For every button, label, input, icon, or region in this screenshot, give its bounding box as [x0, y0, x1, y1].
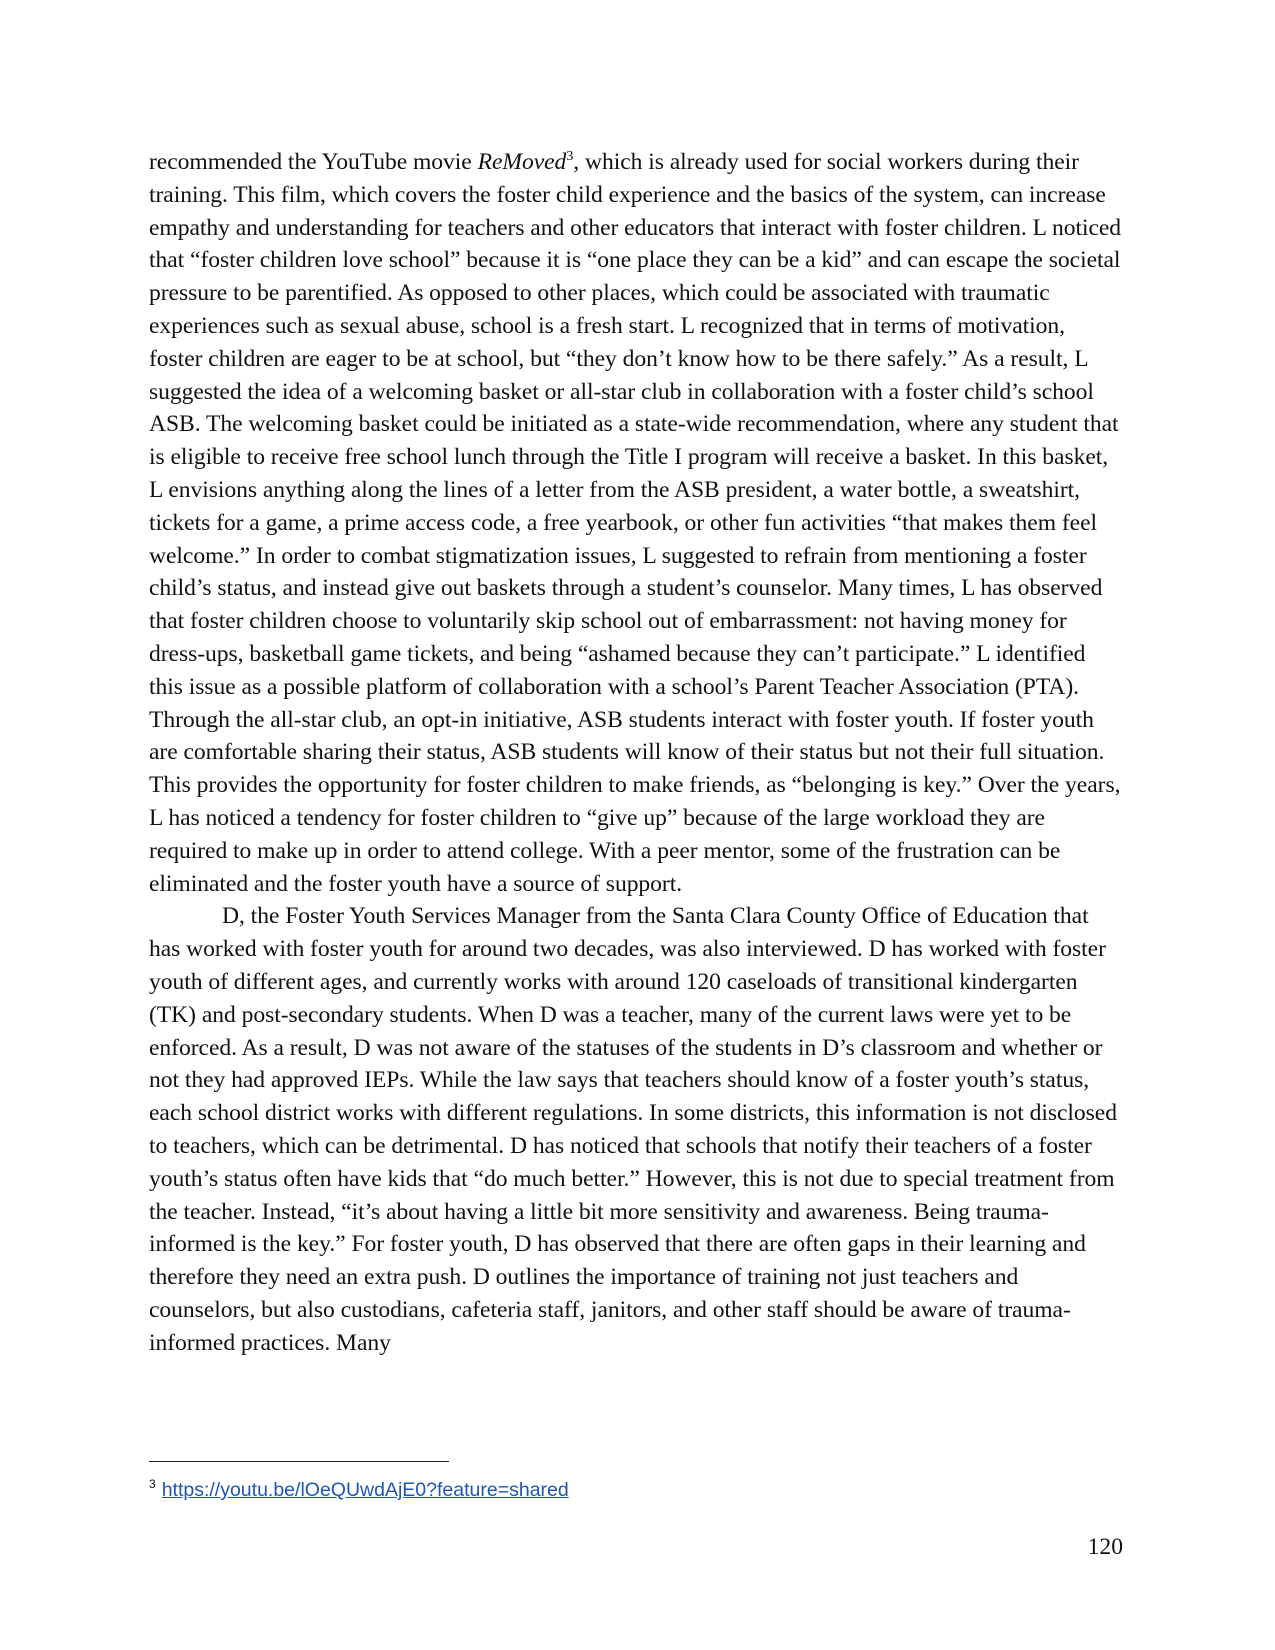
page-number: 120 [1087, 1534, 1123, 1560]
film-title: ReMoved [477, 149, 567, 175]
paragraph-1-body: , which is already used for social workers during their training. This film, which covers the foster child experience and the basics of the system, can increase empathy and understanding for teachers and other educators that interact with foster children. L noticed that “foster children love school” because it is “one place they can be a kid” and can escape the societal pressure to be parentified. As opposed to other places, which could be associated with traumatic experiences such as sexual abuse, school is a fresh start. L recognized that in terms of motivation, foster children are eager to be at school, but “they don’t know how to be there safely.” As a result, L suggested the idea of a welcoming basket or all-star club in collaboration with a foster child’s school ASB. The welcoming basket could be initiated as a state-wide recommendation, where any student that is eligible to receive free school lunch through the Title I program will receive a basket. In this basket, L envisions anything along the lines of a letter from the ASB president, a water bottle, a sweatshirt, tickets for a game, a prime access code, a free yearbook, or other fun activities “that makes them feel welcome.” In order to combat stigmatization issues, L suggested to refrain from mentioning a foster child’s status, and instead give out baskets through a student’s counselor. Many times, L has observed that foster children choose to voluntarily skip school out of embarrassment: not having money for dress-ups, basketball game tickets, and being “ashamed because they can’t participate.” L identified this issue as a possible platform of collaboration with a school’s Parent Teacher Association (PTA). Through the all-star club, an opt-in initiative, ASB students interact with foster youth. If foster youth are comfortable sharing their status, ASB students will know of their status but not their full situation. This provides the opportunity for foster children to make friends, as “belonging is key.” Over the years, L has noticed a tendency for foster children to “give up” because of the large workload they are required to make up in order to attend college. With a peer mentor, some of the frustration can be eliminated and the foster youth have a source of support. [149, 149, 1122, 897]
body-text [149, 146, 1124, 1359]
footnote-reference[interactable]: 3 [566, 149, 574, 164]
paragraph-1-lead: recommended the YouTube movie [149, 149, 478, 175]
footnote-number: 3 [149, 1477, 156, 1491]
footnote-divider [149, 1461, 449, 1462]
paragraph-1 [149, 146, 1124, 900]
paragraph-2: D, the Foster Youth Services Manager from the Santa Clara County Office of Education that has worked with foster youth for around two decades, was also interviewed. D has worked with foster youth of different ages, and currently works with around 120 caseloads of transitional kindergarten (TK) and post-secondary students. When D was a teacher, many of the current laws were yet to be enforced. As a result, D was not aware of the statuses of the students in D’s classroom and whether or not they had approved IEPs. While the law says that teachers should know of a foster youth’s status, each school district works with different regulations. In some districts, this information is not disclosed to teachers, which can be detrimental. D has noticed that schools that notify their teachers of a foster youth’s status often have kids that “do much better.” However, this is not due to special treatment from the teacher. Instead, “it’s about having a little bit more sensitivity and awareness. Being trauma-informed is the key.” For foster youth, D has observed that there are often gaps in their learning and therefore they need an extra push. D outlines the importance of training not just teachers and counselors, but also custodians, cafeteria staff, janitors, and other staff should be aware of trauma-informed practices. Many [149, 903, 1117, 1356]
footnote-link[interactable]: https://youtu.be/lOeQUwdAjE0?feature=shared [161, 1479, 569, 1501]
footnote [149, 1472, 569, 1502]
